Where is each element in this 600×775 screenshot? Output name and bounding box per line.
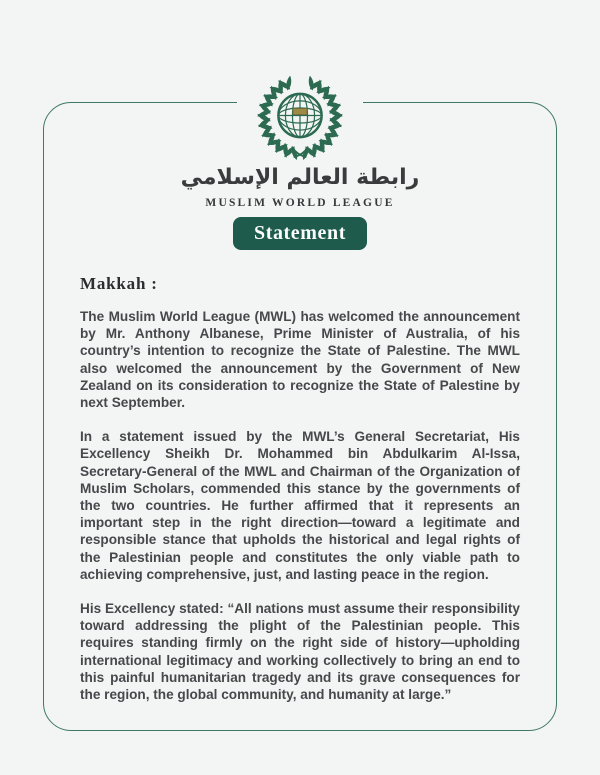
mwl-wreath-globe-logo-icon [253,76,347,164]
globe-icon [278,94,321,137]
statement-header [0,76,600,250]
org-name: MUSLIM WORLD LEAGUE [205,196,395,209]
statement-paragraph-3: His Excellency stated: “All nations must assume their responsibility toward addressing the plight of the Palestinian people. This requires standing firmly on the right side of history—upholding international legitimacy and working collectively to bring an end to this painful humanitarian tragedy and its grave consequences for the region, the global community, and humanity at large.” [80,601,520,703]
dateline-heading: Makkah : [80,274,158,293]
gold-plaque [293,108,307,114]
arabic-title: رابطة العالم الإسلامي [180,165,420,191]
statement-paragraph-2: In a statement issued by the MWL’s General Secretariat, His Excellency Sheikh Dr. Mohammed bin Abdulkarim Al-Issa, Secretary-General of the MWL and Chairman of the Organization of Muslim Scholars, commended this stance by the governments of the two countries. He further affirmed that it represents an important step in the right direction—toward a legitimate and responsible stance that upholds the historical and legal rights of the Palestinian people and constitutes the only viable path to achieving comprehensive, just, and lasting peace in the region. [80,429,520,582]
statement-badge: Statement [233,217,367,250]
statement-body [80,274,520,703]
statement-paragraph-1: The Muslim World League (MWL) has welcomed the announcement by Mr. Anthony Albanese, Prime Minister of Australia, of his country’s intention to recognize the State of Palestine. The MWL also welcomed the announcement by the Government of New Zealand on its consideration to recognize the State of Palestine by next September. [80,309,520,411]
